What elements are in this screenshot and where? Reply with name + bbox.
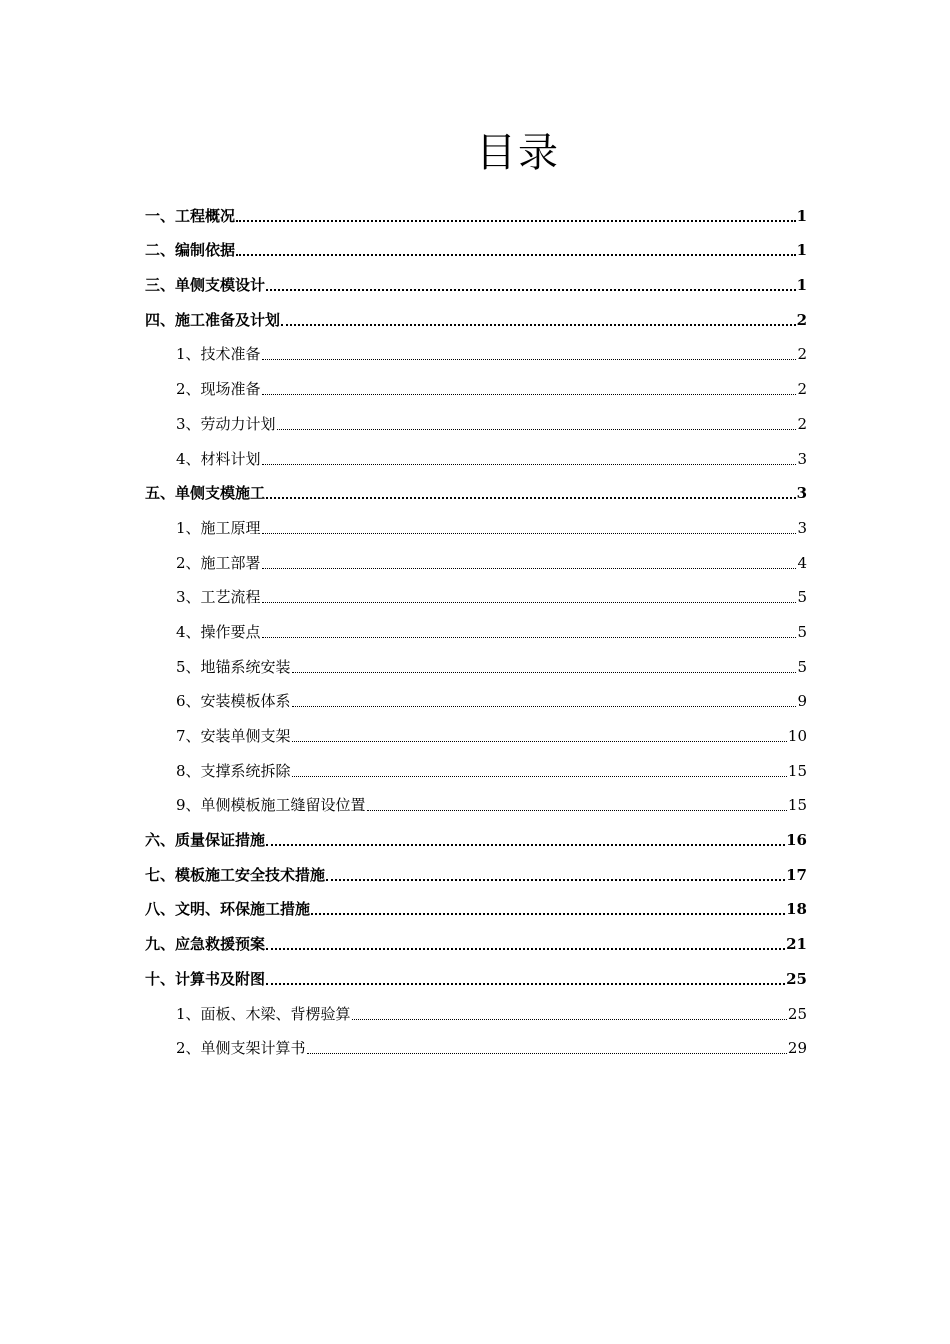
toc-dot-leader <box>266 497 796 499</box>
toc-entry-label: 3、劳动力计划 <box>176 414 276 433</box>
toc-entry-subsection[interactable] <box>145 1029 807 1064</box>
toc-entry-subsection[interactable] <box>145 716 807 751</box>
toc-dot-leader <box>236 220 796 222</box>
toc-entry-label: 2、单侧支架计算书 <box>176 1039 306 1058</box>
toc-entry-section[interactable] <box>145 300 807 335</box>
toc-entry-page-number: 1 <box>796 276 807 295</box>
toc-entry-label: 八、文明、环保施工措施 <box>145 900 311 919</box>
toc-entry-label: 9、单侧模板施工缝留设位置 <box>176 796 366 815</box>
toc-entry-page-number: 15 <box>787 761 807 780</box>
toc-entry-subsection[interactable] <box>145 682 807 717</box>
toc-entry-subsection[interactable] <box>145 439 807 474</box>
toc-entry-label: 4、操作要点 <box>176 622 261 641</box>
toc-entry-subsection[interactable] <box>145 751 807 786</box>
toc-entry-section[interactable] <box>145 855 807 890</box>
toc-entry-page-number: 2 <box>796 310 807 329</box>
toc-entry-page-number: 5 <box>797 588 807 607</box>
toc-entry-page-number: 1 <box>796 206 807 225</box>
toc-entry-page-number: 3 <box>797 449 807 468</box>
toc-entry-section[interactable] <box>145 924 807 959</box>
toc-entry-page-number: 9 <box>797 692 807 711</box>
toc-entry-page-number: 3 <box>797 518 807 537</box>
toc-entry-label: 1、施工原理 <box>176 518 261 537</box>
toc-entry-label: 2、施工部署 <box>176 553 261 572</box>
toc-entry-subsection[interactable] <box>145 369 807 404</box>
toc-dot-leader <box>352 1019 787 1020</box>
toc-dot-leader <box>262 533 797 534</box>
toc-entry-section[interactable] <box>145 890 807 925</box>
toc-entry-label: 一、工程概况 <box>145 206 236 225</box>
toc-entry-subsection[interactable] <box>145 404 807 439</box>
toc-entry-subsection[interactable] <box>145 508 807 543</box>
toc-entry-subsection[interactable] <box>145 543 807 578</box>
toc-entry-label: 1、面板、木梁、背楞验算 <box>176 1004 351 1023</box>
toc-entry-page-number: 15 <box>787 796 807 815</box>
table-of-contents <box>145 196 807 1063</box>
toc-entry-page-number: 5 <box>797 622 807 641</box>
toc-entry-page-number: 18 <box>786 900 807 919</box>
toc-entry-label: 十、计算书及附图 <box>145 969 266 988</box>
toc-entry-section[interactable] <box>145 265 807 300</box>
toc-entry-section[interactable] <box>145 196 807 231</box>
toc-entry-label: 六、质量保证措施 <box>145 831 266 850</box>
toc-dot-leader <box>311 913 785 915</box>
toc-dot-leader <box>281 324 796 326</box>
toc-entry-section[interactable] <box>145 474 807 509</box>
toc-entry-label: 三、单侧支模设计 <box>145 276 266 295</box>
toc-dot-leader <box>277 429 797 430</box>
toc-entry-page-number: 10 <box>787 727 807 745</box>
toc-entry-section[interactable] <box>145 820 807 855</box>
toc-entry-label: 二、编制依据 <box>145 241 236 260</box>
toc-entry-subsection[interactable] <box>145 647 807 682</box>
toc-dot-leader <box>367 810 787 811</box>
toc-entry-label: 1、技术准备 <box>176 345 261 364</box>
toc-entry-page-number: 16 <box>786 831 807 850</box>
toc-entry-page-number: 17 <box>786 865 807 884</box>
toc-dot-leader <box>307 1053 787 1054</box>
toc-entry-page-number: 2 <box>797 414 807 433</box>
toc-entry-label: 九、应急救援预案 <box>145 935 266 954</box>
toc-dot-leader <box>262 359 797 360</box>
toc-entry-page-number: 21 <box>786 935 807 954</box>
toc-entry-subsection[interactable] <box>145 786 807 821</box>
toc-dot-leader <box>262 464 797 465</box>
toc-entry-label: 4、材料计划 <box>176 449 261 468</box>
toc-dot-leader <box>292 672 797 673</box>
toc-entry-label: 七、模板施工安全技术措施 <box>145 865 326 884</box>
toc-dot-leader <box>262 602 797 603</box>
toc-entry-section[interactable] <box>145 959 807 994</box>
toc-entry-label: 五、单侧支模施工 <box>145 484 266 503</box>
toc-dot-leader <box>266 983 785 985</box>
toc-dot-leader <box>262 394 797 395</box>
toc-entry-label: 2、现场准备 <box>176 380 261 399</box>
toc-entry-page-number: 4 <box>797 553 807 572</box>
toc-entry-page-number: 25 <box>786 969 807 988</box>
toc-entry-subsection[interactable] <box>145 994 807 1029</box>
toc-dot-leader <box>266 844 785 846</box>
toc-entry-section[interactable] <box>145 231 807 266</box>
toc-entry-subsection[interactable] <box>145 335 807 370</box>
toc-dot-leader <box>236 254 796 256</box>
toc-dot-leader <box>266 289 796 291</box>
toc-entry-page-number: 3 <box>796 484 807 503</box>
toc-entry-page-number: 5 <box>797 657 807 676</box>
toc-dot-leader <box>326 879 785 881</box>
toc-dot-leader <box>292 706 797 707</box>
toc-entry-page-number: 25 <box>787 1004 807 1023</box>
toc-entry-subsection[interactable] <box>145 578 807 613</box>
toc-dot-leader <box>262 637 797 638</box>
toc-entry-label: 3、工艺流程 <box>176 588 261 607</box>
toc-entry-page-number: 2 <box>797 380 807 399</box>
toc-dot-leader <box>292 741 787 742</box>
toc-entry-label: 四、施工准备及计划 <box>145 310 281 329</box>
toc-entry-subsection[interactable] <box>145 612 807 647</box>
toc-entry-label: 5、地锚系统安装 <box>176 657 291 676</box>
toc-entry-page-number: 1 <box>796 241 807 260</box>
page-title: 目录 <box>476 130 560 176</box>
toc-dot-leader <box>266 948 785 950</box>
toc-entry-label: 6、安装模板体系 <box>176 692 291 711</box>
toc-entry-page-number: 29 <box>787 1039 807 1058</box>
toc-entry-label: 8、支撑系统拆除 <box>176 761 291 780</box>
toc-entry-label: 7、安装单侧支架 <box>176 727 291 745</box>
toc-entry-page-number: 2 <box>797 345 807 364</box>
toc-dot-leader <box>262 568 797 569</box>
toc-dot-leader <box>292 776 787 777</box>
